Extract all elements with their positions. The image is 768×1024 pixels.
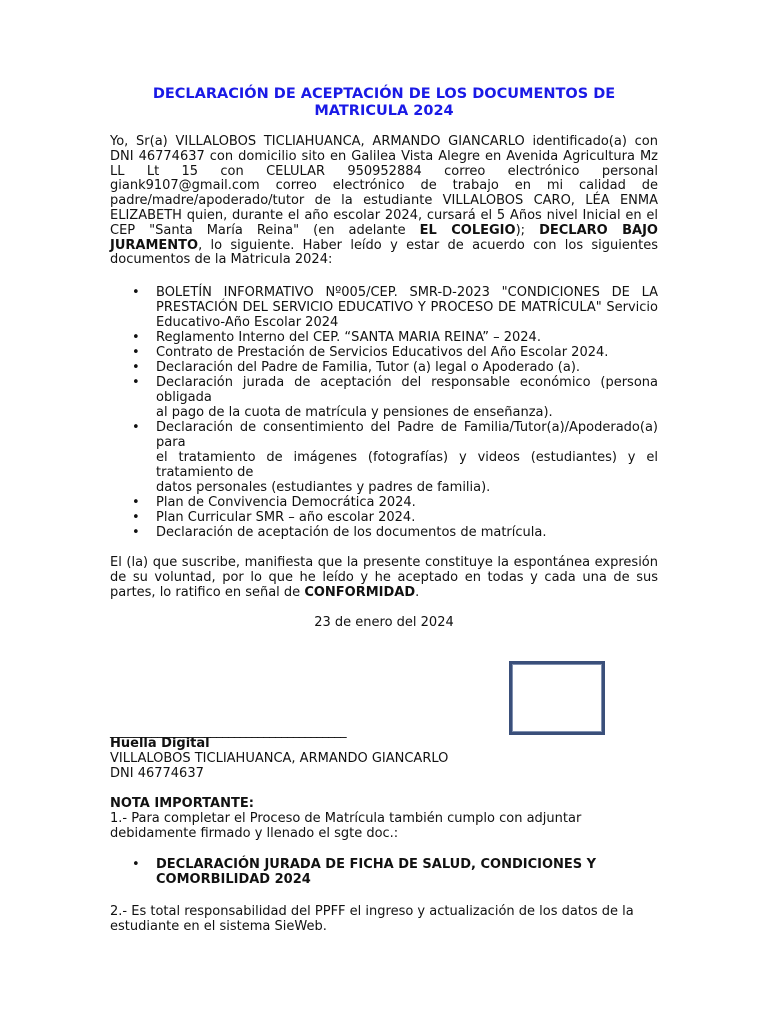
document-item: • BOLETÍN INFORMATIVO Nº005/CEP. SMR-D-2023 "CONDICIONES DE LA PRESTACIÓN DEL SERVICIO EDUCATIVO Y PROCESO DE MATRÍCULA" Servicio Educativo-Año Escolar 2024 xyxy=(110,285,658,330)
intro-text-2: ); xyxy=(515,222,540,238)
document-item: • Declaración del Padre de Familia, Tutor (a) legal o Apoderado (a). xyxy=(110,360,658,375)
statement-end: . xyxy=(415,584,420,600)
document-item-line: el tratamiento de imágenes (fotografías) y videos (estudiantes) y el tratamiento de xyxy=(156,450,658,480)
intro-text-1: Yo, Sr(a) VILLALOBOS TICLIAHUANCA, ARMANDO GIANCARLO identificado(a) con DNI 46774637 con domicilio sito en Galilea Vista Alegre en Avenida Agricultura Mz LL Lt 15 con CELULAR 950952884 correo electrónico personal giank9107@gmail.com correo electrónico de trabajo en mi calidad de padre/madre/apoderado/tutor de la estudiante VILLALOBOS CARO, LÉA ENMA ELIZABETH quien, durante el año escolar 2024, cursará el 5 Años nivel Inicial en el CEP "Santa María Reina" (en adelante xyxy=(110,134,658,238)
fingerprint-box xyxy=(509,661,605,735)
document-item: • Plan Curricular SMR – año escolar 2024. xyxy=(110,510,658,525)
intro-bold-el-colegio: EL COLEGIO xyxy=(419,222,516,238)
document-item: • Plan de Convivencia Democrática 2024. xyxy=(110,495,658,510)
intro-paragraph xyxy=(110,135,658,268)
document-title: DECLARACIÓN DE ACEPTACIÓN DE LOS DOCUMENTOS DE MATRICULA 2024 xyxy=(152,86,616,119)
document-item-line: datos personales (estudiantes y padres de familia). xyxy=(156,480,491,495)
document-item xyxy=(110,420,658,495)
note-list xyxy=(110,857,658,887)
documents-list xyxy=(110,285,658,540)
document-date: 23 de enero del 2024 xyxy=(314,615,454,630)
signer-name: VILLALOBOS TICLIAHUANCA, ARMANDO GIANCARLO xyxy=(110,751,449,766)
intro-text-3: , lo siguiente. Haber leído y estar de acuerdo con los siguientes documentos de la Matricula 2024: xyxy=(110,237,658,268)
document-item-line: Declaración jurada de aceptación del responsable económico (persona obligada xyxy=(156,375,658,405)
intro-bold-declaro: DECLARO BAJO JURAMENTO xyxy=(110,222,658,253)
document-item-line: al pago de la cuota de matrícula y pensiones de enseñanza). xyxy=(156,405,553,420)
document-item: • Contrato de Prestación de Servicios Educativos del Año Escolar 2024. xyxy=(110,345,658,360)
document-item xyxy=(110,375,658,420)
document-item-line: Declaración de consentimiento del Padre de Familia/Tutor(a)/Apoderado(a) para xyxy=(156,420,658,450)
signer-dni: DNI 46774637 xyxy=(110,766,204,781)
conformity-statement xyxy=(110,556,658,600)
note-bullet: • DECLARACIÓN JURADA DE FICHA DE SALUD, CONDICIONES Y COMORBILIDAD 2024 xyxy=(110,857,658,887)
statement-text: El (la) que suscribe, manifiesta que la presente constituye la espontánea expresión de su voluntad, por lo que he leído y he aceptado en todas y cada una de sus partes, lo ratifico en señal de xyxy=(110,555,658,600)
document-item: • Declaración de aceptación de los documentos de matrícula. xyxy=(110,525,658,540)
note-title: NOTA IMPORTANTE: xyxy=(110,796,254,811)
note-item-1: 1.- Para completar el Proceso de Matrícula también cumplo con adjuntar debidamente firmado y llenado el sgte doc.: xyxy=(110,811,582,841)
signature-line: ________________________________________ xyxy=(110,724,347,739)
document-item: • Reglamento Interno del CEP. “SANTA MARIA REINA” – 2024. xyxy=(110,330,658,345)
note-item-2: 2.- Es total responsabilidad del PPFF el ingreso y actualización de los datos de la estudiante en el sistema SieWeb. xyxy=(110,904,634,934)
statement-bold-conformidad: CONFORMIDAD xyxy=(304,584,416,600)
fingerprint-label: Huella Digital xyxy=(110,736,210,751)
